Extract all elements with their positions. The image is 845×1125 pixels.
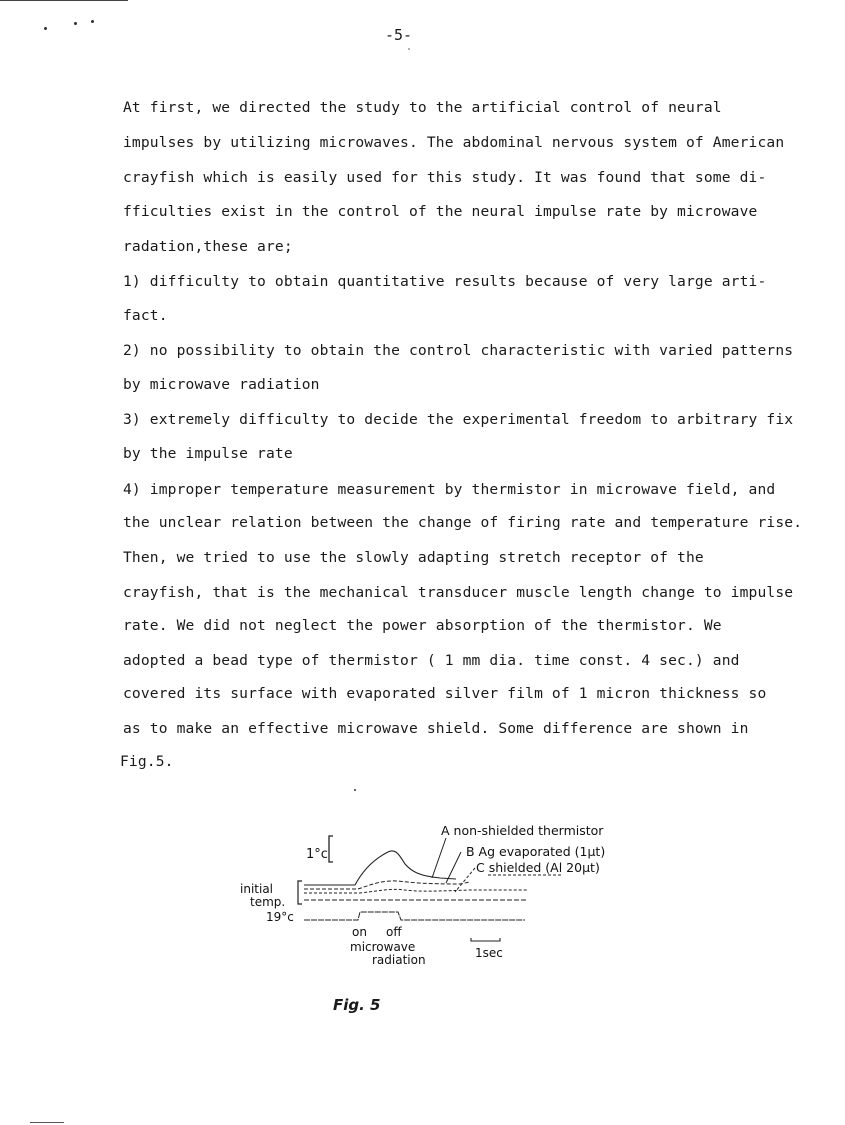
body-line: At first, we directed the study to the artificial control of neural (123, 99, 722, 116)
page-edge-mark (30, 1122, 64, 1123)
microwave-label: microwave (350, 940, 416, 954)
body-line: 3) extremely difficulty to decide the experimental freedom to arbitrary fix (123, 411, 794, 428)
body-line: rate. We did not neglect the power absorption of the thermistor. We (123, 617, 722, 634)
body-line: 4) improper temperature measurement by thermistor in microwave field, and (123, 481, 776, 498)
initial-temp-value: 19°c (266, 910, 294, 924)
pointer-a (432, 838, 446, 878)
body-line: crayfish, that is the mechanical transducer muscle length change to impulse (123, 584, 794, 601)
on-label: on (352, 925, 367, 939)
radiation-label: radiation (372, 953, 426, 967)
label-a: A non-shielded thermistor (441, 823, 604, 838)
body-line: 2) no possibility to obtain the control characteristic with varied patterns (123, 342, 794, 359)
microwave-pulse (304, 912, 525, 920)
body-line: fficulties exist in the control of the neural impulse rate by microwave (123, 203, 758, 220)
trace-c (304, 889, 528, 893)
figure-caption: Fig. 5 (333, 996, 381, 1014)
scale-1c-label: 1°c (306, 847, 328, 862)
label-c: C shielded (Al 20μt) (476, 860, 600, 875)
time-scale-label: 1sec (475, 946, 503, 960)
label-b: B Ag evaporated (1μt) (466, 844, 606, 859)
body-line: covered its surface with evaporated silver film of 1 micron thickness so (123, 685, 767, 702)
body-line: radation,these are; (123, 238, 293, 255)
pointer-c (455, 868, 475, 892)
initial-temp-label: initial (240, 882, 273, 896)
body-line: by the impulse rate (123, 445, 293, 462)
body-line: adopted a bead type of thermistor ( 1 mm dia. time const. 4 sec.) and (123, 652, 740, 669)
body-line: by microwave radiation (123, 376, 320, 393)
initial-bracket (298, 881, 302, 904)
body-line: Fig.5. (120, 753, 174, 770)
body-line: 1) difficulty to obtain quantitative results because of very large arti- (123, 273, 767, 290)
body-line: impulses by utilizing microwaves. The abdominal nervous system of American (123, 134, 785, 151)
body-line: Then, we tried to use the slowly adapting stretch receptor of the (123, 549, 704, 566)
body-line: crayfish which is easily used for this study. It was found that some di- (123, 169, 767, 186)
body-line: fact. (123, 307, 168, 324)
time-scale-bar (471, 938, 500, 941)
off-label: off (386, 925, 402, 939)
body-line: the unclear relation between the change of firing rate and temperature rise. (123, 514, 803, 531)
scale-bracket (329, 836, 333, 862)
body-line: as to make an effective microwave shield. Some difference are shown in (123, 720, 749, 737)
initial-temp-label: temp. (250, 895, 286, 909)
page-number: -5- (385, 26, 413, 44)
